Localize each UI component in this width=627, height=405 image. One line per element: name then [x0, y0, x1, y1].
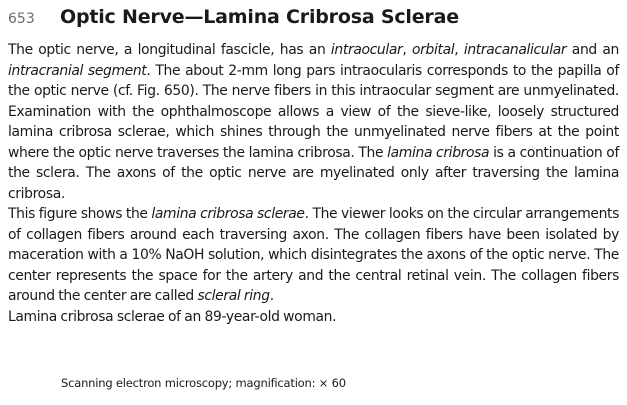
text-run: and an [566, 42, 619, 58]
body-text [8, 40, 619, 327]
text-run: The optic nerve, a longitudinal fascicle, has an [8, 42, 331, 58]
text-run: is a continuation of the sclera. The axons of the optic nerve are myelinated only after traversing the lamina cribrosa. [8, 144, 619, 202]
figure-caption: Scanning electron microscopy; magnification: × 60 [61, 376, 346, 390]
term-orbital: orbital [412, 42, 455, 58]
text-run: , [402, 42, 412, 58]
term-lamina-cribrosa: lamina cribrosa [387, 144, 490, 161]
term-scleral-ring: scleral ring [197, 288, 270, 304]
term-intraocular: intraocular [330, 42, 403, 58]
page [8, 6, 619, 327]
text-run: . The viewer looks on the circular arrangements of collagen fibers around each traversing axon. The collagen fibers have been isolated by maceration with a 10% NaOH solution, which disintegrates the axons of the optic nerve. The center represents the space for the artery and the central retinal vein. The collagen fibers around the center are called [8, 206, 620, 304]
page-title: Optic Nerve—Lamina Cribrosa Sclerae [60, 6, 459, 28]
heading [8, 6, 619, 32]
text-run: . The about 2-mm long pars intraocularis corresponds to the papilla of the optic nerve (cf. Fig. 650). The nerve fibers in this intraocular segment are unmyelinated. Examination with the ophthalmoscope allows a view of the sieve-like, loosely structured lamina cribrosa sclerae, which shines through the unmyelinated nerve fibers at the point where the optic nerve traverses the lamina cribrosa. The [8, 62, 619, 161]
paragraph-figure-description [8, 204, 619, 307]
text-run: . [269, 288, 274, 304]
term-intracranial-segment: intracranial segment [8, 62, 147, 79]
term-lamina-cribrosa-sclerae: lamina cribrosa sclerae [151, 206, 305, 222]
text-run: This figure shows the [8, 206, 152, 222]
text-run: , [454, 42, 464, 58]
page-number: 653 [8, 11, 35, 27]
paragraph-specimen: Lamina cribrosa sclerae of an 89-year-old woman. [8, 308, 337, 325]
paragraph-optic-nerve-segments [8, 40, 619, 204]
term-intracanalicular: intracanalicular [463, 42, 567, 58]
